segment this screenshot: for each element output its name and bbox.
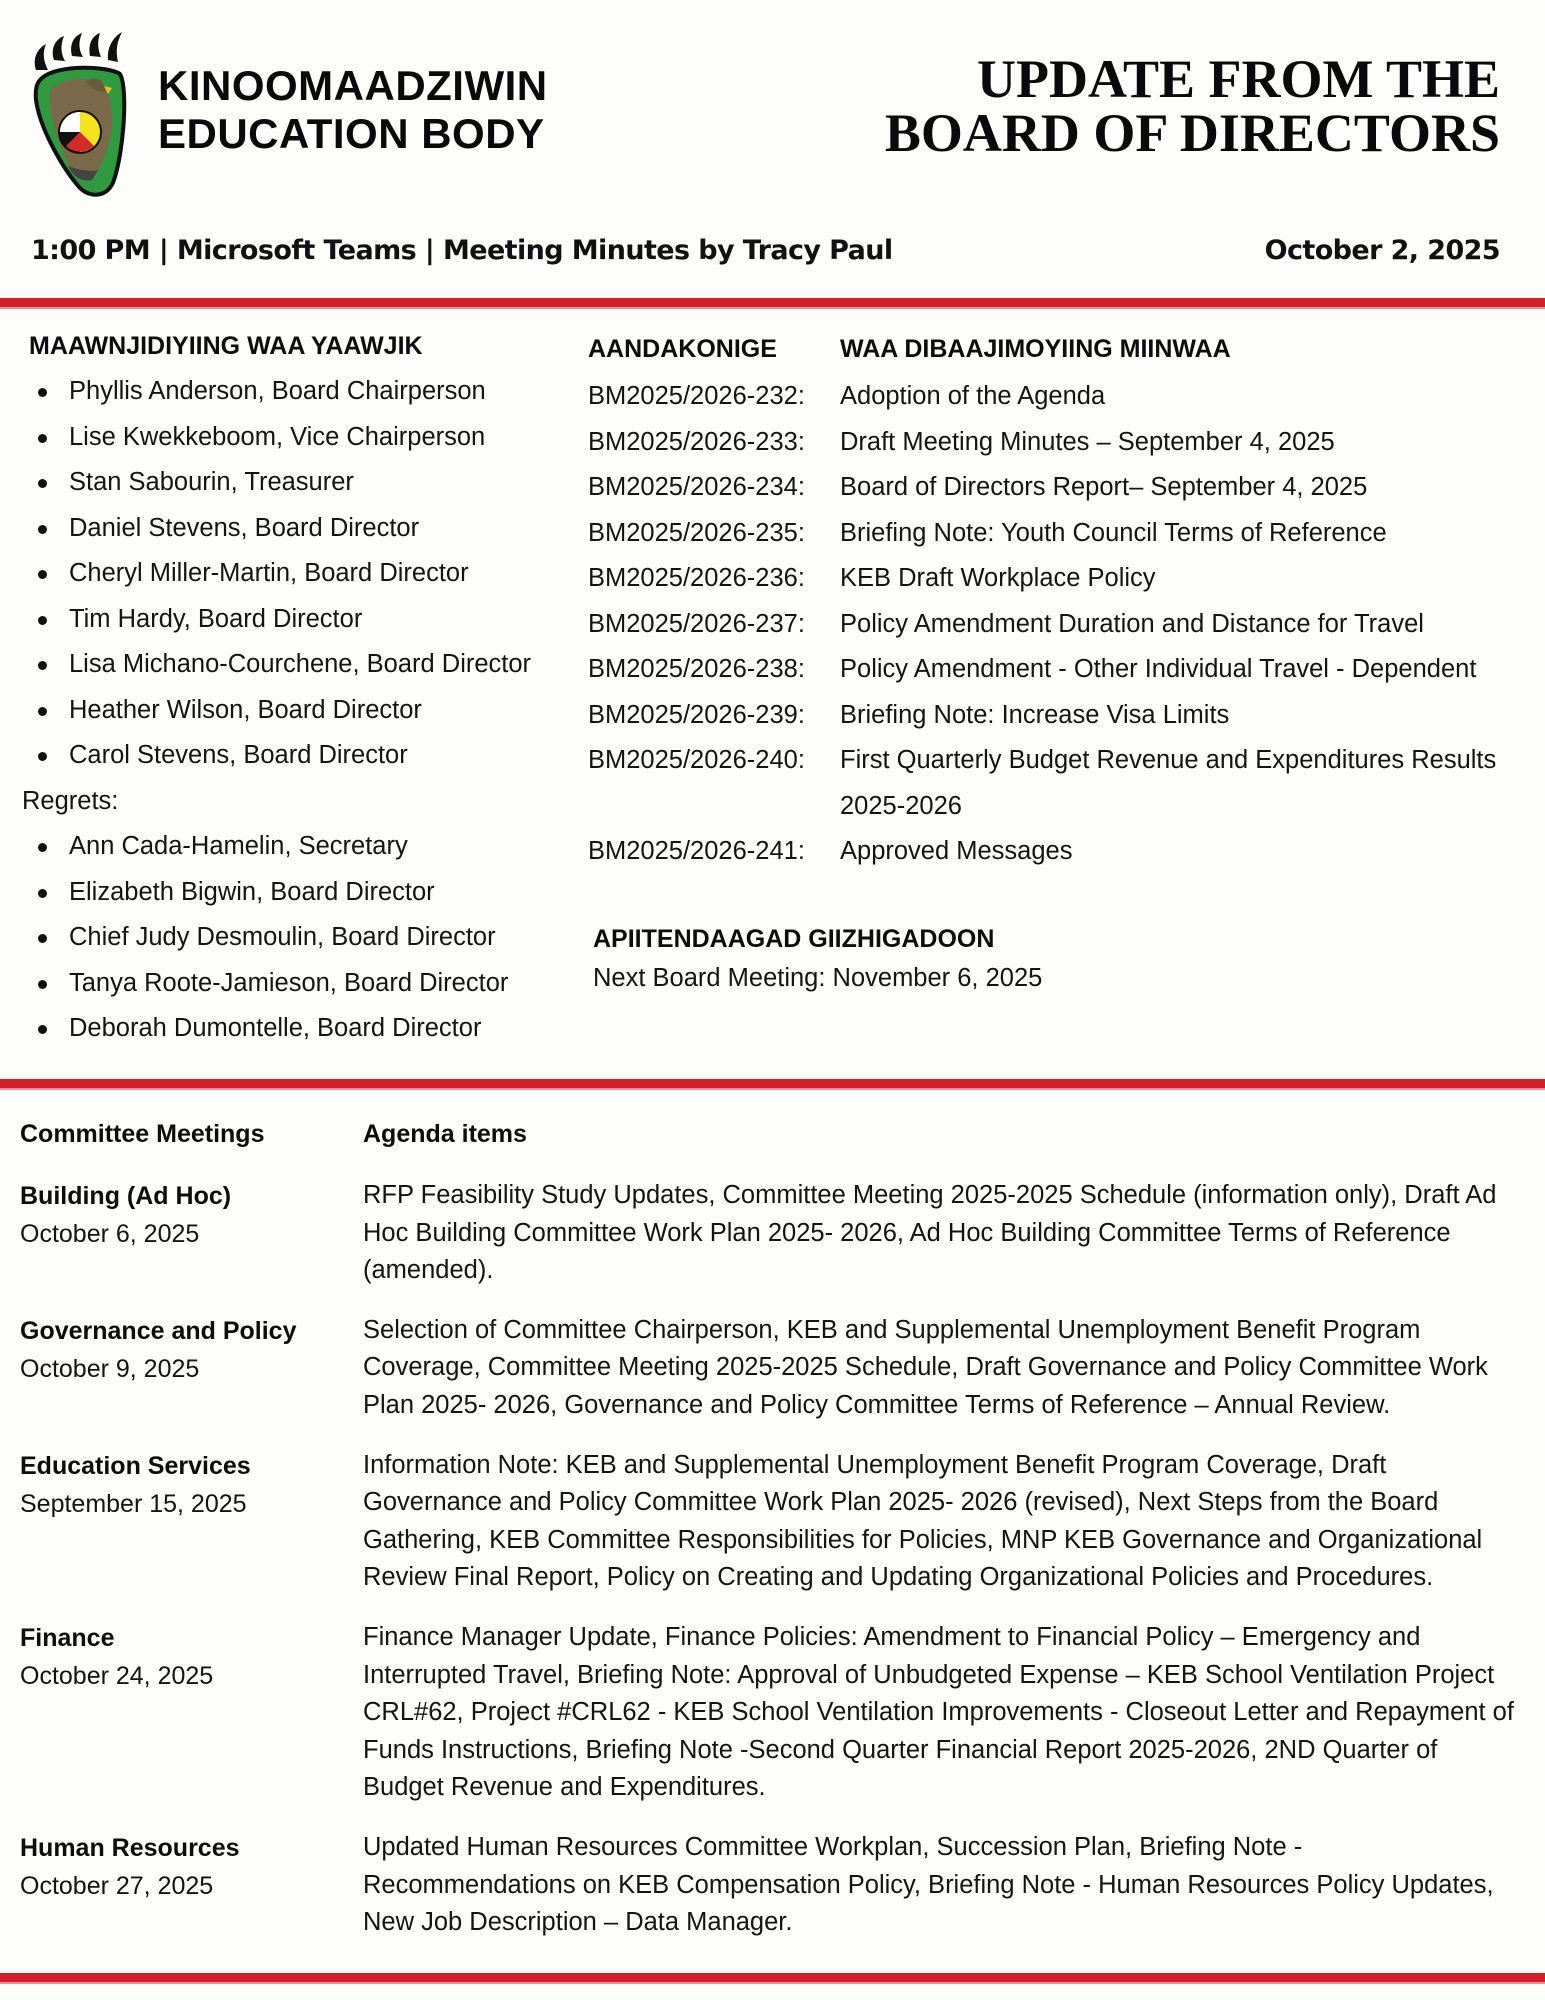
regret-item: Chief Judy Desmoulin, Board Director	[28, 915, 568, 961]
bullet-icon	[38, 1025, 47, 1034]
attendee-item: Stan Sabourin, Treasurer	[28, 460, 568, 506]
committee-table-header	[20, 1120, 1525, 1149]
committee-name: Education Services	[20, 1451, 251, 1480]
agenda-header-row	[588, 330, 1538, 368]
agenda-title-heading: WAA DIBAAJIMOYIING MIINWAA	[840, 334, 1231, 363]
agenda-item	[588, 556, 1538, 602]
bullet-icon	[38, 434, 47, 443]
motion-code: BM2025/2026-238:	[588, 655, 805, 683]
bullet-icon	[38, 570, 47, 579]
bullet-icon	[38, 661, 47, 670]
motion-code: BM2025/2026-237:	[588, 609, 805, 638]
committee-name: Building (Ad Hoc)	[20, 1182, 232, 1210]
committee-meetings-table	[20, 1120, 1525, 1964]
committee-row	[20, 1312, 1525, 1425]
agenda-item	[588, 647, 1538, 693]
motion-code: BM2025/2026-240:	[588, 746, 805, 774]
organization-name	[158, 62, 548, 158]
document-title-line-2: BOARD OF DIRECTORS	[884, 103, 1500, 163]
attendee-item: Carol Stevens, Board Director	[28, 733, 568, 779]
committee-name: Finance	[20, 1623, 115, 1652]
bullet-icon	[38, 616, 47, 625]
motion-code: BM2025/2026-241:	[588, 837, 805, 865]
meeting-date: October 2, 2025	[1264, 235, 1500, 266]
agenda-item	[588, 738, 1538, 829]
organization-name-line-2: EDUCATION BODY	[158, 110, 545, 157]
agenda-item	[588, 420, 1538, 466]
motion-code: BM2025/2026-233:	[588, 427, 805, 456]
bullet-icon	[38, 525, 47, 534]
bullet-icon	[38, 980, 47, 989]
regret-item: Elizabeth Bigwin, Board Director	[28, 870, 568, 916]
agenda-code-heading: AANDAKONIGE	[588, 334, 777, 363]
meeting-meta-line: 1:00 PM | Microsoft Teams | Meeting Minutes by Tracy Paul	[31, 235, 893, 266]
motion-code: BM2025/2026-235:	[588, 518, 805, 547]
bear-paw-eagle-logo-icon	[28, 30, 138, 200]
committee-date: October 9, 2025	[20, 1354, 200, 1383]
agenda-item-title: Briefing Note: Increase Visa Limits	[840, 700, 1230, 729]
section-divider	[0, 1079, 1545, 1090]
agenda-item-title: Board of Directors Report– September 4, 2025	[840, 473, 1368, 501]
attendee-item: Tim Hardy, Board Director	[28, 597, 568, 643]
attendee-item: Cheryl Miller-Martin, Board Director	[28, 551, 568, 597]
motion-code: BM2025/2026-232:	[588, 382, 805, 410]
committee-name: Human Resources	[20, 1833, 240, 1862]
attendance-section	[22, 332, 568, 1052]
organization-logo-icon	[28, 30, 138, 200]
committee-date: October 24, 2025	[20, 1661, 214, 1690]
committee-agenda-items: Updated Human Resources Committee Workplan, Succession Plan, Briefing Note - Recommendations on KEB Compensation Policy, Briefing Note - Human Resources Policy Updates, New Job Description – Data Manager.	[363, 1832, 1494, 1937]
attendee-item: Lise Kwekkeboom, Vice Chairperson	[28, 415, 568, 461]
next-meeting-date: Next Board Meeting: November 6, 2025	[593, 964, 1043, 992]
attendee-item: Daniel Stevens, Board Director	[28, 506, 568, 552]
committee-date: September 15, 2025	[20, 1489, 247, 1518]
agenda-item	[588, 693, 1538, 739]
document-title-line-1: UPDATE FROM THE	[976, 49, 1500, 109]
agenda-item	[588, 829, 1538, 875]
attendee-item: Heather Wilson, Board Director	[28, 688, 568, 734]
header-divider	[0, 298, 1545, 309]
motion-code: BM2025/2026-239:	[588, 700, 805, 729]
committee-row	[20, 1619, 1525, 1807]
agenda-item-title: Briefing Note: Youth Council Terms of Reference	[840, 518, 1387, 547]
bullet-icon	[38, 707, 47, 716]
committee-row	[20, 1447, 1525, 1597]
committee-agenda-items: Information Note: KEB and Supplemental Unemployment Benefit Program Coverage, Draft Governance and Policy Committee Work Plan 2025- 2026 (revised), Next Steps from the Board Gathering, KEB Committee Responsibilities for Policies, MNP KEB Governance and Organizational Review Final Report, Policy on Creating and Updating Organizational Policies and Procedures.	[363, 1450, 1483, 1592]
regret-item: Ann Cada-Hamelin, Secretary	[28, 824, 568, 870]
bullet-icon	[38, 934, 47, 943]
agenda-item-title: Policy Amendment - Other Individual Travel - Dependent	[840, 655, 1477, 683]
agenda-item-title: Draft Meeting Minutes – September 4, 2025	[840, 427, 1335, 456]
agenda-item	[588, 374, 1538, 420]
agenda-item-title: KEB Draft Workplace Policy	[840, 564, 1156, 592]
upcoming-heading: APIITENDAAGAD GIIZHIGADOON	[593, 925, 995, 953]
committee-agenda-items: Finance Manager Update, Finance Policies: Amendment to Financial Policy – Emergency and Interrupted Travel, Briefing Note: Approval of Unbudgeted Expense – KEB School Ventilation Project CRL#62, Project #CRL62 - KEB School Ventilation Improvements - Closeout Letter and Repayment of Funds Instructions, Briefing Note -Second Quarter Financial Report 2025-2026, 2ND Quarter of Budget Revenue and Expenditures.	[363, 1622, 1514, 1802]
agenda-items-column-header: Agenda items	[363, 1120, 527, 1148]
committee-date: October 6, 2025	[20, 1220, 200, 1248]
agenda-item	[588, 465, 1538, 511]
organization-name-line-1: KINOOMAADZIWIN	[158, 62, 548, 109]
committee-agenda-items: Selection of Committee Chairperson, KEB and Supplemental Unemployment Benefit Program Coverage, Committee Meeting 2025-2025 Schedule, Draft Governance and Policy Committee Work Plan 2025- 2026, Governance and Policy Committee Terms of Reference – Annual Review.	[363, 1315, 1488, 1419]
regrets-label: Regrets:	[22, 786, 119, 815]
committee-column-header: Committee Meetings	[20, 1120, 265, 1148]
present-list	[28, 369, 568, 779]
regret-item: Deborah Dumontelle, Board Director	[28, 1006, 568, 1052]
attendance-heading: MAAWNJIDIYIING WAA YAAWJIK	[29, 332, 423, 360]
agenda-section	[588, 330, 1538, 875]
bullet-icon	[38, 889, 47, 898]
upcoming-dates-section	[593, 925, 1042, 993]
motion-code: BM2025/2026-234:	[588, 473, 805, 501]
bullet-icon	[38, 479, 47, 488]
agenda-item-title: First Quarterly Budget Revenue and Expenditures Results 2025-2026	[840, 746, 1497, 820]
committee-agenda-items: RFP Feasibility Study Updates, Committee Meeting 2025-2025 Schedule (information only), Draft Ad Hoc Building Committee Work Plan 2025- 2026, Ad Hoc Building Committee Terms of Reference (amended).	[363, 1181, 1497, 1285]
bullet-icon	[38, 752, 47, 761]
motion-code: BM2025/2026-236:	[588, 564, 805, 592]
bullet-icon	[38, 843, 47, 852]
regret-item: Tanya Roote-Jamieson, Board Director	[28, 961, 568, 1007]
agenda-item	[588, 602, 1538, 648]
agenda-item-title: Adoption of the Agenda	[840, 382, 1106, 410]
agenda-item-title: Policy Amendment Duration and Distance for Travel	[840, 609, 1424, 638]
committee-date: October 27, 2025	[20, 1871, 214, 1900]
regrets-list	[28, 824, 568, 1052]
committee-name: Governance and Policy	[20, 1316, 297, 1345]
attendee-item: Phyllis Anderson, Board Chairperson	[28, 369, 568, 415]
committee-row	[20, 1829, 1525, 1942]
committee-row	[20, 1177, 1525, 1290]
document-title	[884, 49, 1500, 163]
attendee-item: Lisa Michano-Courchene, Board Director	[28, 642, 568, 688]
bullet-icon	[38, 388, 47, 397]
footer-divider	[0, 1973, 1545, 1984]
agenda-item-title: Approved Messages	[840, 837, 1073, 865]
agenda-item	[588, 511, 1538, 557]
